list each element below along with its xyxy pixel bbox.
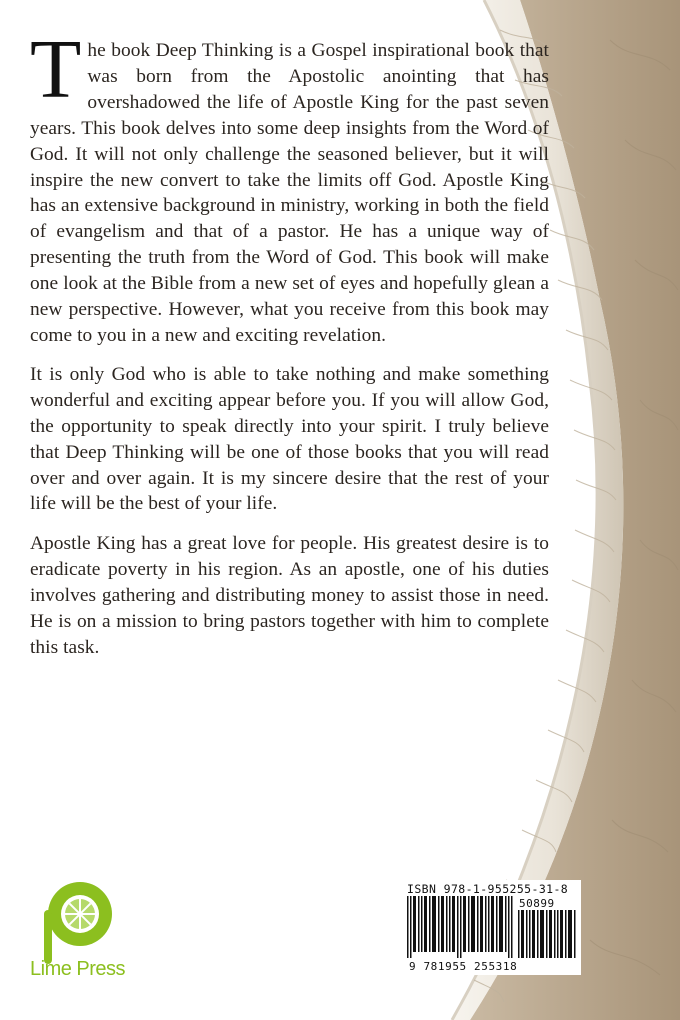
isbn-number: ISBN 978-1-955255-31-8 [407, 882, 569, 896]
barcode-price-code: 50899 [519, 897, 555, 910]
blurb-paragraph-2: It is only God who is able to take nothing and make something wonderful and exciting appear before you. If you will allow God, the opportunity to speak directly into your spirit. I truly believe that Deep Thinking will be one of those books that you will read over and over again. It is my sincere desire that the rest of your life will be the best of your life. [30, 363, 549, 515]
blurb-paragraph-1 [30, 23, 549, 349]
ean-barcode-bars [407, 896, 515, 960]
ean-digits: 9 781955 255318 [409, 960, 518, 973]
blurb-paragraph-3: Apostle King has a great love for people. His greatest desire is to eradicate poverty in his region. As an apostle, one of his duties involves gathering and distributing money to assist those in need. He is on a mission to bring pastors together with him to complete this task. [30, 533, 549, 658]
price-addon-bars [518, 910, 578, 960]
isbn-barcode [401, 880, 581, 975]
drop-cap: T [30, 23, 82, 116]
blurb-paragraph-1-text: he book Deep Thinking is a Gospel inspirational book that was born from the Apostolic anointing that has overshadowed the life of Apostle King for the past seven years. This book delves into some deep insights from the Word of God. It will not only challenge the seasoned believer, but it will inspire the new convert to take the limits off God. Apostle King has an extensive background in ministry, working in both the field of evangelism and that of a pastor. He has a unique way of presenting the truth from the Word of God. This book will make one look at the Bible from a new set of eyes and hopefully glean a new perspective. However, what you receive from this book may come to you in a new and exciting revelation. [30, 40, 549, 346]
publisher-name: Lime Press [30, 958, 126, 980]
back-cover-blurb [30, 23, 549, 675]
